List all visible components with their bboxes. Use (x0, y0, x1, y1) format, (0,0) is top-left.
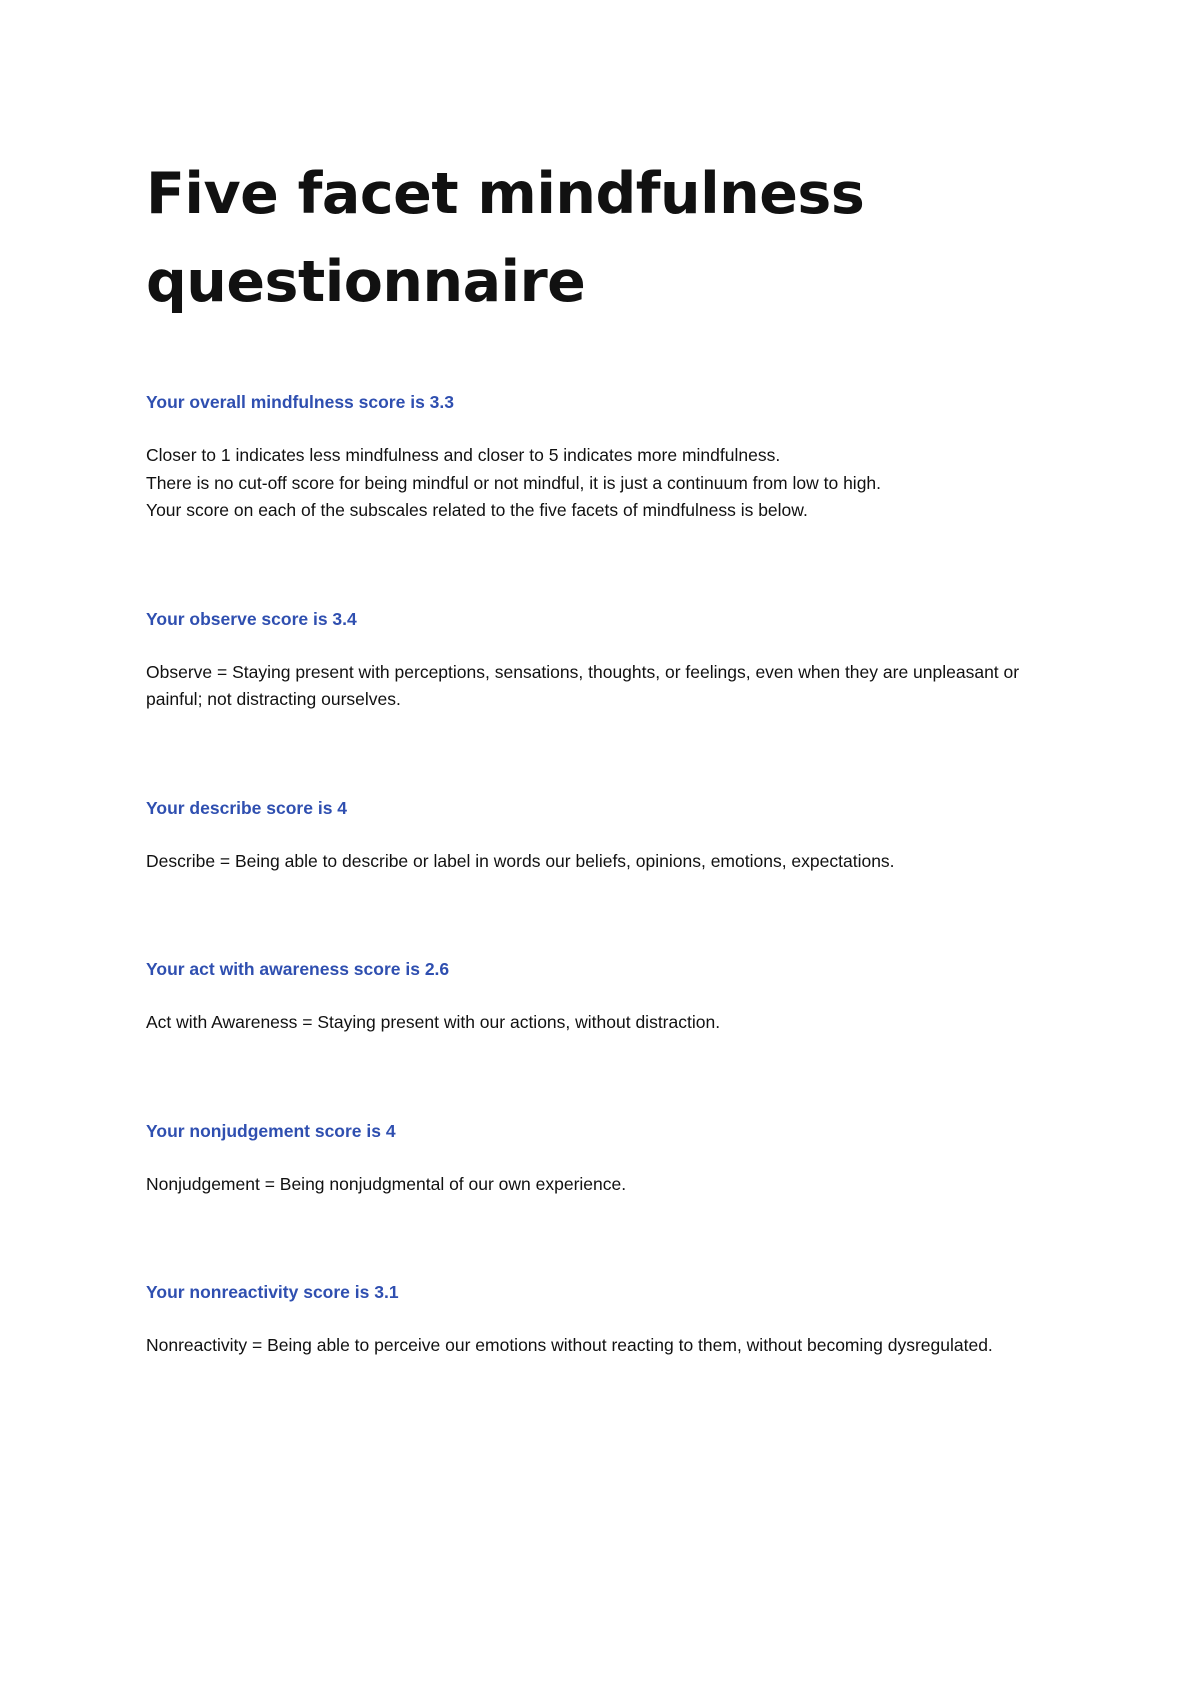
facet-section-describe (146, 796, 1076, 876)
overall-line: Your score on each of the subscales related to the five facets of mindfulness is below. (146, 500, 808, 520)
act-with-awareness-score-heading: Your act with awareness score is 2.6 (146, 959, 450, 979)
facet-section-nonreactivity (146, 1280, 1076, 1360)
facet-section-observe (146, 607, 1076, 714)
overall-line: Closer to 1 indicates less mindfulness and closer to 5 indicates more mindfulness. (146, 445, 781, 465)
observe-score-heading: Your observe score is 3.4 (146, 608, 357, 629)
document-page (146, 150, 1076, 1360)
nonreactivity-description: Nonreactivity = Being able to perceive our emotions without reacting to them, without becoming dysregulated. (146, 1335, 993, 1355)
nonjudgement-description: Nonjudgement = Being nonjudgmental of our own experience. (146, 1173, 627, 1194)
act-with-awareness-description: Act with Awareness = Staying present with our actions, without distraction. (146, 1012, 721, 1032)
describe-description: Describe = Being able to describe or label in words our beliefs, opinions, emotions, expectations. (146, 850, 895, 871)
page-title: Five facet mindfulness questionnaire (146, 161, 865, 315)
overall-description (146, 442, 1076, 525)
overall-line: There is no cut-off score for being mindful or not mindful, it is just a continuum from low to high. (146, 472, 882, 493)
facet-section-act-with-awareness (146, 957, 1076, 1037)
observe-description: Observe = Staying present with perceptions, sensations, thoughts, or feelings, even when they are unpleasant or painful; not distracting ourselves. (146, 661, 1020, 709)
facet-section-nonjudgement (146, 1119, 1076, 1199)
nonjudgement-score-heading: Your nonjudgement score is 4 (146, 1120, 396, 1141)
describe-score-heading: Your describe score is 4 (146, 797, 348, 818)
overall-score-heading: Your overall mindfulness score is 3.3 (146, 392, 454, 412)
nonreactivity-score-heading: Your nonreactivity score is 3.1 (146, 1282, 399, 1302)
overall-section (146, 390, 1076, 525)
